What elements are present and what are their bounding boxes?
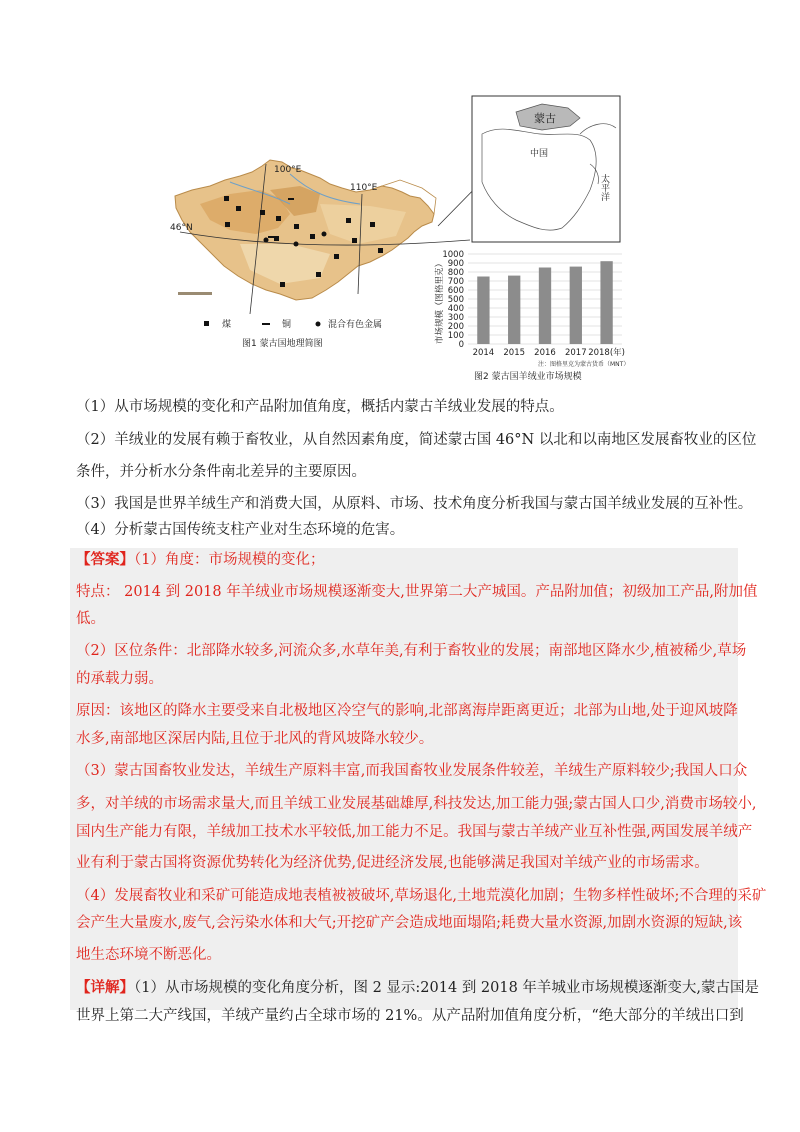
- market-size-chart: [434, 250, 629, 382]
- mongolia-map: [170, 160, 470, 349]
- figure-area: [170, 94, 740, 384]
- chart-note: 注：图格里克为蒙古货币（MNT）: [538, 361, 630, 368]
- question-1: （1）从市场规模的变化和产品附加值角度，概括内蒙古羊绒业发展的特点。: [76, 399, 564, 415]
- bar-3: [570, 267, 582, 344]
- answer-line-5: 的承载力弱。: [76, 671, 163, 687]
- y-tick-label: 500: [447, 295, 464, 305]
- y-tick-label: 900: [447, 259, 464, 269]
- x-tick-label: 2015: [503, 348, 526, 358]
- legend-mixed: 混合有色金属: [328, 320, 383, 330]
- answer-line-2: 特点： 2014 到 2018 年羊绒业市场规模逐渐变大,世界第二大产城国。产品附加值；初级加工产品,附加值: [76, 584, 758, 600]
- question-3: （3）我国是世界羊绒生产和消费大国，从原料、市场、技术角度分析我国与蒙古国羊绒业发展的互补性。: [76, 496, 753, 512]
- legend-coal: 煤: [222, 320, 232, 330]
- detail-line-1: [76, 978, 759, 998]
- bar-1: [508, 276, 520, 344]
- answer-line-14: 地生态环境不断恶化。: [76, 947, 221, 963]
- bar-4: [600, 261, 612, 344]
- question-4: （4）分析蒙古国传统支柱产业对生态环境的危害。: [76, 522, 405, 538]
- question-2: （2）羊绒业的发展有赖于畜牧业，从自然因素角度，简述蒙古国 46°N 以北和以南地区发展畜牧业的区位: [76, 432, 757, 448]
- x-tick-label: 2017: [564, 348, 587, 358]
- detail-text-1: （1）从市场规模的变化角度分析，图 2 显示:2014 到 2018 年羊城业市场规模逐渐变大,蒙古国是: [134, 980, 760, 996]
- chart-ylabel: 市场规模（图格里克）: [435, 258, 445, 344]
- y-tick-label: 400: [447, 304, 464, 314]
- y-tick-label: 300: [447, 313, 464, 323]
- y-tick-label: 0: [458, 340, 464, 350]
- inset-mongolia: 蒙古: [534, 112, 556, 125]
- answer-line-7: 水多,南部地区深居内陆,且位于北风的背风坡降水较少。: [76, 731, 434, 747]
- y-tick-label: 100: [447, 331, 464, 341]
- label-46n: 46°N: [170, 223, 193, 233]
- answer-line-6: 原因：该地区的降水主要受来自北极地区冷空气的影响,北部离海岸距离更近；北部为山地,处于迎风坡降: [76, 703, 738, 719]
- y-tick-label: 800: [447, 268, 464, 278]
- y-tick-label: 600: [447, 286, 464, 296]
- chart-caption: 图2 蒙古国羊绒业市场规模: [474, 372, 582, 382]
- x-tick-label: 2014: [472, 348, 495, 358]
- bar-2: [539, 268, 551, 345]
- figure-svg: [170, 94, 740, 384]
- detail-tag: 【详解】: [76, 979, 134, 996]
- chart-xticks: [473, 347, 625, 358]
- y-tick-label: 700: [447, 277, 464, 287]
- bar-0: [477, 277, 489, 345]
- answer-line-9: 多，对羊绒的市场需求量大,而且羊绒工业发展基础雄厚,科技发达,加工能力强;蒙古国人口少,消费市场较小,: [76, 796, 757, 812]
- y-tick-label: 1000: [442, 250, 464, 260]
- answer-line-4: （2）区位条件：北部降水较多,河流众多,水草年美,有利于畜牧业的发展；南部地区降水少,植被稀少,草场: [76, 643, 747, 659]
- detail-line-2: 世界上第二大产线国，羊绒产量约占全球市场的 21%。从产品附加值角度分析，“绝大部分的羊绒出口到: [76, 1008, 744, 1024]
- inset-pacific: 太平洋: [599, 174, 609, 201]
- map-legend: [204, 318, 382, 330]
- y-tick-label: 200: [447, 322, 464, 332]
- answer-line-12: （4）发展畜牧业和采矿可能造成地表植被被破坏,草场退化,土地荒漠化加剧；生物多样性破坏;不合理的采矿: [76, 888, 767, 904]
- answer-line-10: 国内生产能力有限，羊绒加工技术水平较低,加工能力不足。我国与蒙古羊绒产业互补性强,两国发展羊绒产: [76, 824, 753, 840]
- answer-text-1: （1）角度：市场规模的变化；: [134, 552, 325, 568]
- answer-line-8: （3）蒙古国畜牧业发达，羊绒生产原料丰富,而我国畜牧业发展条件较差，羊绒生产原料较少;我国人口众: [76, 763, 748, 779]
- answer-line-13: 会产生大量废水,废气,会污染水体和大气;开挖矿产会造成地面塌陷;耗费大量水资源,加剧水资源的短缺,该: [76, 915, 743, 931]
- inset-map: [472, 96, 620, 242]
- answer-line-3: 低。: [76, 611, 105, 627]
- answer-tag: 【答案】: [76, 551, 134, 568]
- answer-line-1: [76, 550, 324, 570]
- question-2-cont: 条件，并分析水分条件南北差异的主要原因。: [76, 464, 366, 480]
- inset-china: 中国: [530, 149, 549, 159]
- chart-yticks: [442, 250, 464, 350]
- legend-copper: 铜: [282, 320, 292, 330]
- label-110e: 110°E: [350, 183, 378, 193]
- chart-bars: [477, 261, 613, 344]
- label-100e: 100°E: [274, 165, 302, 175]
- x-tick-label: 2016: [534, 348, 556, 358]
- figure1-caption: 图1 蒙古国地理简图: [242, 339, 323, 349]
- answer-line-11: 业有利于蒙古国将资源优势转化为经济优势,促进经济发展,也能够满足我国对羊绒产业的市场需求。: [76, 855, 709, 871]
- x-tick-label: 2018(年): [588, 348, 625, 358]
